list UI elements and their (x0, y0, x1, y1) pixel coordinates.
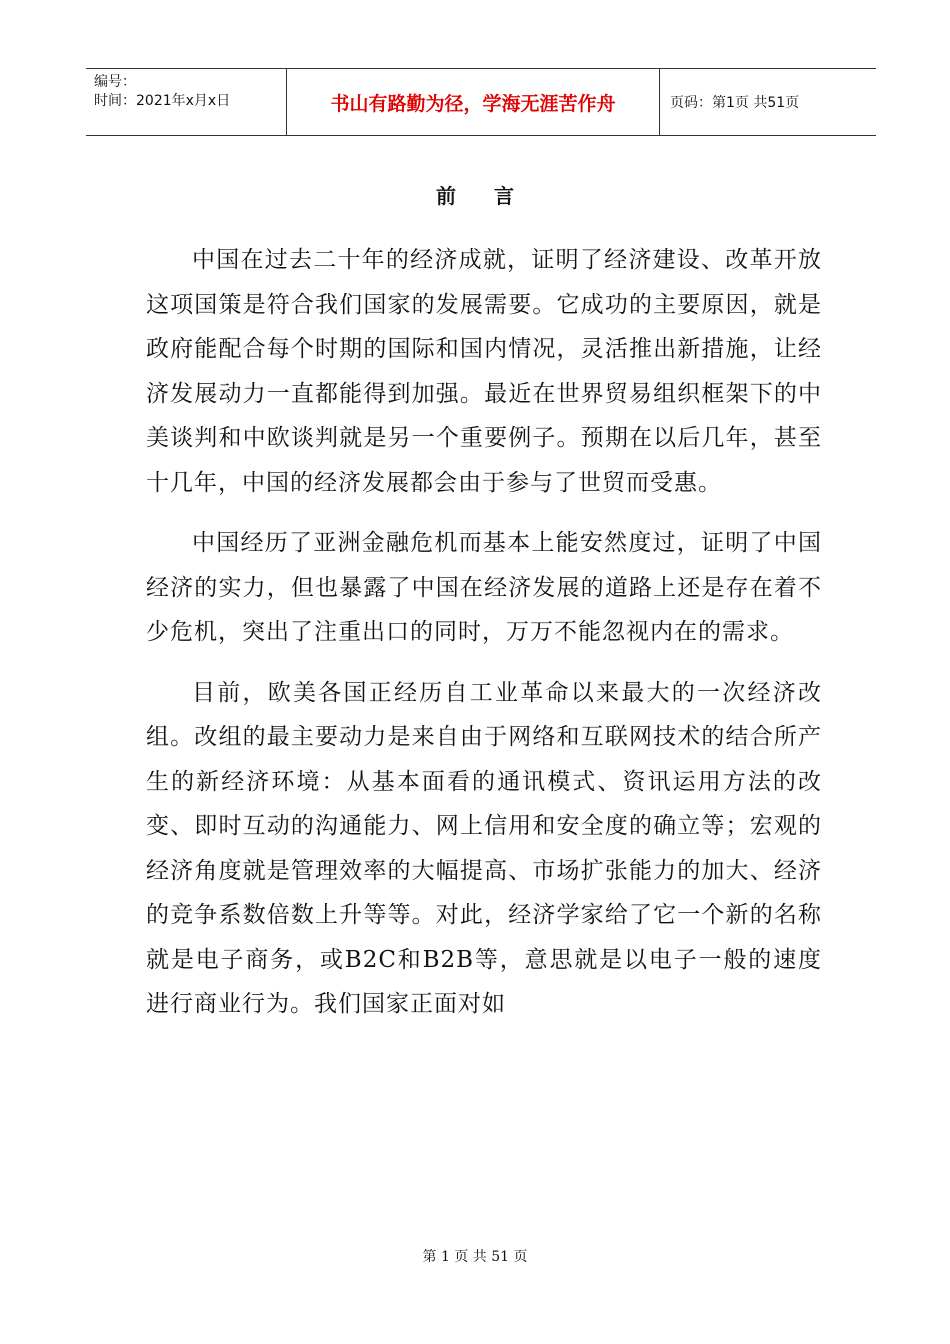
document-header (86, 68, 876, 136)
header-motto: 书山有路勤为径，学海无涯苦作舟 (287, 69, 660, 135)
paragraph-3: 目前，欧美各国正经历自工业革命以来最大的一次经济改组。改组的最主要动力是来自由于网络和互联网技术的结合所产生的新经济环境：从基本面看的通讯模式、资讯运用方法的改变、即时互动的沟通能力、网上信用和安全度的确立等；宏观的经济角度就是管理效率的大幅提高、市场扩张能力的加大、经济的竞争系数倍数上升等等。对此，经济学家给了它一个新的名称就是电子商务，或B2C和B2B等，意思就是以电子一般的速度进行商业行为。我们国家正面对如 (146, 679, 822, 1017)
page-footer: 第 1 页 共 51 页 (422, 1249, 528, 1265)
serial-number-label: 编号： (94, 74, 136, 90)
document-body (146, 238, 822, 1043)
header-meta-cell (86, 69, 287, 135)
time-label: 时间：2021年x月x日 (94, 93, 231, 109)
header-page-info: 页码：第1页 共51页 (670, 95, 800, 111)
paragraph-2: 中国经历了亚洲金融危机而基本上能安然度过，证明了中国经济的实力，但也暴露了中国在经济发展的道路上还是存在着不少危机，突出了注重出口的同时，万万不能忽视内在的需求。 (146, 530, 822, 645)
paragraph-1: 中国在过去二十年的经济成就，证明了经济建设、改革开放这项国策是符合我们国家的发展需要。它成功的主要原因，就是政府能配合每个时期的国际和国内情况，灵活推出新措施，让经济发展动力一直都能得到加强。最近在世界贸易组织框架下的中美谈判和中欧谈判就是另一个重要例子。预期在以后几年，甚至十几年，中国的经济发展都会由于参与了世贸而受惠。 (146, 247, 822, 496)
page-title: 前言 (436, 184, 552, 208)
